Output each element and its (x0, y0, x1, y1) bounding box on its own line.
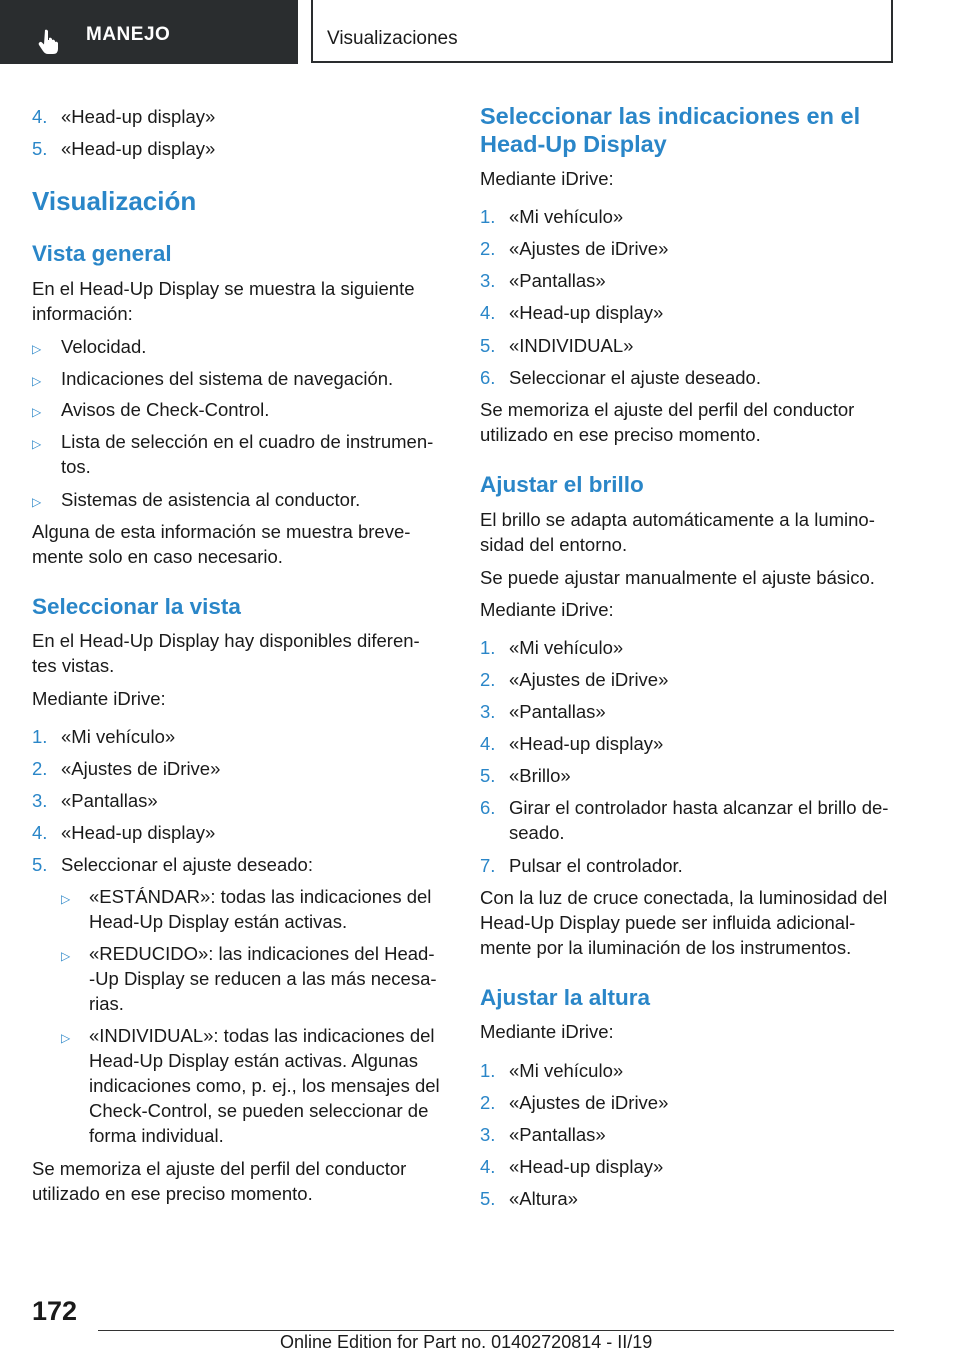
list-number: 5. (480, 1188, 496, 1209)
bullet-text: Avisos de Check-Control. (61, 399, 270, 420)
triangle-bullet-icon: ▷ (61, 892, 71, 906)
bullet-text: -Up Display se reducen a las más necesa- (89, 968, 437, 989)
list-text: Pulsar el controlador. (509, 855, 683, 876)
header-section-label: MANEJO (86, 24, 171, 45)
list-number: 4. (32, 106, 48, 127)
paragraph-line: Mediante iDrive: (480, 1021, 614, 1042)
heading-indicaciones-line: Seleccionar las indicaciones en el (480, 103, 861, 129)
list-number: 3. (480, 701, 496, 722)
list-number: 2. (480, 1092, 496, 1113)
list-text: Seleccionar el ajuste deseado. (509, 367, 761, 388)
list-number: 5. (32, 138, 48, 159)
list-number: 4. (480, 302, 496, 323)
paragraph-line: información: (32, 303, 133, 324)
list-text: «INDIVIDUAL» (509, 335, 634, 356)
header-section-tab (0, 0, 298, 64)
bullet-text: Lista de selección en el cuadro de instrumen- (61, 431, 434, 452)
list-number: 2. (480, 238, 496, 259)
list-text: «Pantallas» (509, 270, 606, 291)
paragraph-line: En el Head-Up Display hay disponibles diferen- (32, 630, 420, 651)
list-number: 6. (480, 797, 496, 818)
paragraph-line: Alguna de esta información se muestra breve- (32, 521, 411, 542)
heading-ajustar-brillo: Ajustar el brillo (480, 472, 644, 497)
paragraph-line: Se memoriza el ajuste del perfil del conductor (480, 399, 855, 420)
heading-vista-general: Vista general (32, 241, 172, 266)
list-text: «Head-up display» (61, 106, 216, 127)
list-text: «Head-up display» (509, 733, 664, 754)
header-title: Visualizaciones (327, 28, 458, 49)
paragraph-line: Mediante iDrive: (32, 688, 166, 709)
list-text: «Pantallas» (509, 1124, 606, 1145)
bullet-text: Head-Up Display están activas. Algunas (89, 1050, 419, 1071)
triangle-bullet-icon: ▷ (32, 495, 42, 509)
list-number: 1. (32, 726, 48, 747)
list-number: 2. (480, 669, 496, 690)
paragraph-line: Se memoriza el ajuste del perfil del conductor (32, 1158, 407, 1179)
paragraph-line: utilizado en ese preciso momento. (32, 1183, 313, 1204)
list-number: 1. (480, 206, 496, 227)
list-text: «Mi vehículo» (509, 637, 624, 658)
footer-edition: Online Edition for Part no. 01402720814 - II/19 (280, 1332, 653, 1352)
bullet-text: indicaciones como, p. ej., los mensajes del (89, 1075, 440, 1096)
paragraph-line: mente por la iluminación de los instrumentos. (480, 937, 852, 958)
heading-seleccionar-vista: Seleccionar la vista (32, 594, 241, 619)
list-number: 3. (480, 1124, 496, 1145)
list-number: 1. (480, 1060, 496, 1081)
list-number: 3. (32, 790, 48, 811)
list-text: «Head-up display» (61, 822, 216, 843)
triangle-bullet-icon: ▷ (61, 1031, 71, 1045)
triangle-bullet-icon: ▷ (32, 374, 42, 388)
heading-ajustar-altura: Ajustar la altura (480, 985, 651, 1010)
paragraph-line: sidad del entorno. (480, 534, 628, 555)
list-text: Girar el controlador hasta alcanzar el brillo de- (509, 797, 889, 818)
list-number: 4. (32, 822, 48, 843)
footer-divider (98, 1330, 894, 1331)
list-text: «Mi vehículo» (509, 206, 624, 227)
list-text: «Head-up display» (509, 1156, 664, 1177)
list-number: 4. (480, 1156, 496, 1177)
bullet-text: «ESTÁNDAR»: todas las indicaciones del (89, 886, 432, 907)
bullet-text: Velocidad. (61, 336, 147, 357)
triangle-bullet-icon: ▷ (32, 342, 42, 356)
list-text: «Mi vehículo» (61, 726, 176, 747)
list-text: «Pantallas» (61, 790, 158, 811)
list-text: «Head-up display» (61, 138, 216, 159)
list-number: 7. (480, 855, 496, 876)
paragraph-line: utilizado en ese preciso momento. (480, 424, 761, 445)
paragraph-line: Mediante iDrive: (480, 168, 614, 189)
paragraph-line: Head-Up Display puede ser influida adicional- (480, 912, 856, 933)
list-number: 3. (480, 270, 496, 291)
list-text: «Brillo» (509, 765, 571, 786)
bullet-text: «REDUCIDO»: las indicaciones del Head- (89, 943, 435, 964)
triangle-bullet-icon: ▷ (61, 949, 71, 963)
paragraph-line: Se puede ajustar manualmente el ajuste básico. (480, 567, 875, 588)
bullet-text: rias. (89, 993, 124, 1014)
list-text: «Head-up display» (509, 302, 664, 323)
list-number: 6. (480, 367, 496, 388)
list-text: «Altura» (509, 1188, 578, 1209)
list-text: Seleccionar el ajuste deseado: (61, 854, 313, 875)
bullet-text: Indicaciones del sistema de navegación. (61, 368, 394, 389)
paragraph-line: El brillo se adapta automáticamente a la lumino- (480, 509, 875, 530)
list-number: 4. (480, 733, 496, 754)
list-number: 2. (32, 758, 48, 779)
bullet-text: forma individual. (89, 1125, 224, 1146)
list-number: 5. (480, 765, 496, 786)
triangle-bullet-icon: ▷ (32, 405, 42, 419)
header-title-box (311, 0, 893, 63)
page-number: 172 (32, 1296, 78, 1326)
list-text: seado. (509, 822, 565, 843)
bullet-text: tos. (61, 456, 91, 477)
hand-pointer-icon (36, 28, 62, 54)
triangle-bullet-icon: ▷ (32, 437, 42, 451)
list-text: «Ajustes de iDrive» (509, 238, 669, 259)
list-text: «Ajustes de iDrive» (509, 1092, 669, 1113)
heading-visualizacion: Visualización (32, 186, 197, 216)
list-number: 5. (480, 335, 496, 356)
list-number: 1. (480, 637, 496, 658)
list-number: 5. (32, 854, 48, 875)
list-text: «Mi vehículo» (509, 1060, 624, 1081)
list-text: «Pantallas» (509, 701, 606, 722)
heading-indicaciones-line: Head-Up Display (480, 131, 667, 157)
bullet-text: Sistemas de asistencia al conductor. (61, 489, 361, 510)
bullet-text: Check-Control, se pueden seleccionar de (89, 1100, 429, 1121)
list-text: «Ajustes de iDrive» (61, 758, 221, 779)
bullet-text: «INDIVIDUAL»: todas las indicaciones del (89, 1025, 435, 1046)
paragraph-line: mente solo en caso necesario. (32, 546, 283, 567)
paragraph-line: En el Head-Up Display se muestra la siguiente (32, 278, 415, 299)
paragraph-line: tes vistas. (32, 655, 115, 676)
paragraph-line: Con la luz de cruce conectada, la luminosidad del (480, 887, 888, 908)
paragraph-line: Mediante iDrive: (480, 599, 614, 620)
list-text: «Ajustes de iDrive» (509, 669, 669, 690)
bullet-text: Head-Up Display están activas. (89, 911, 348, 932)
